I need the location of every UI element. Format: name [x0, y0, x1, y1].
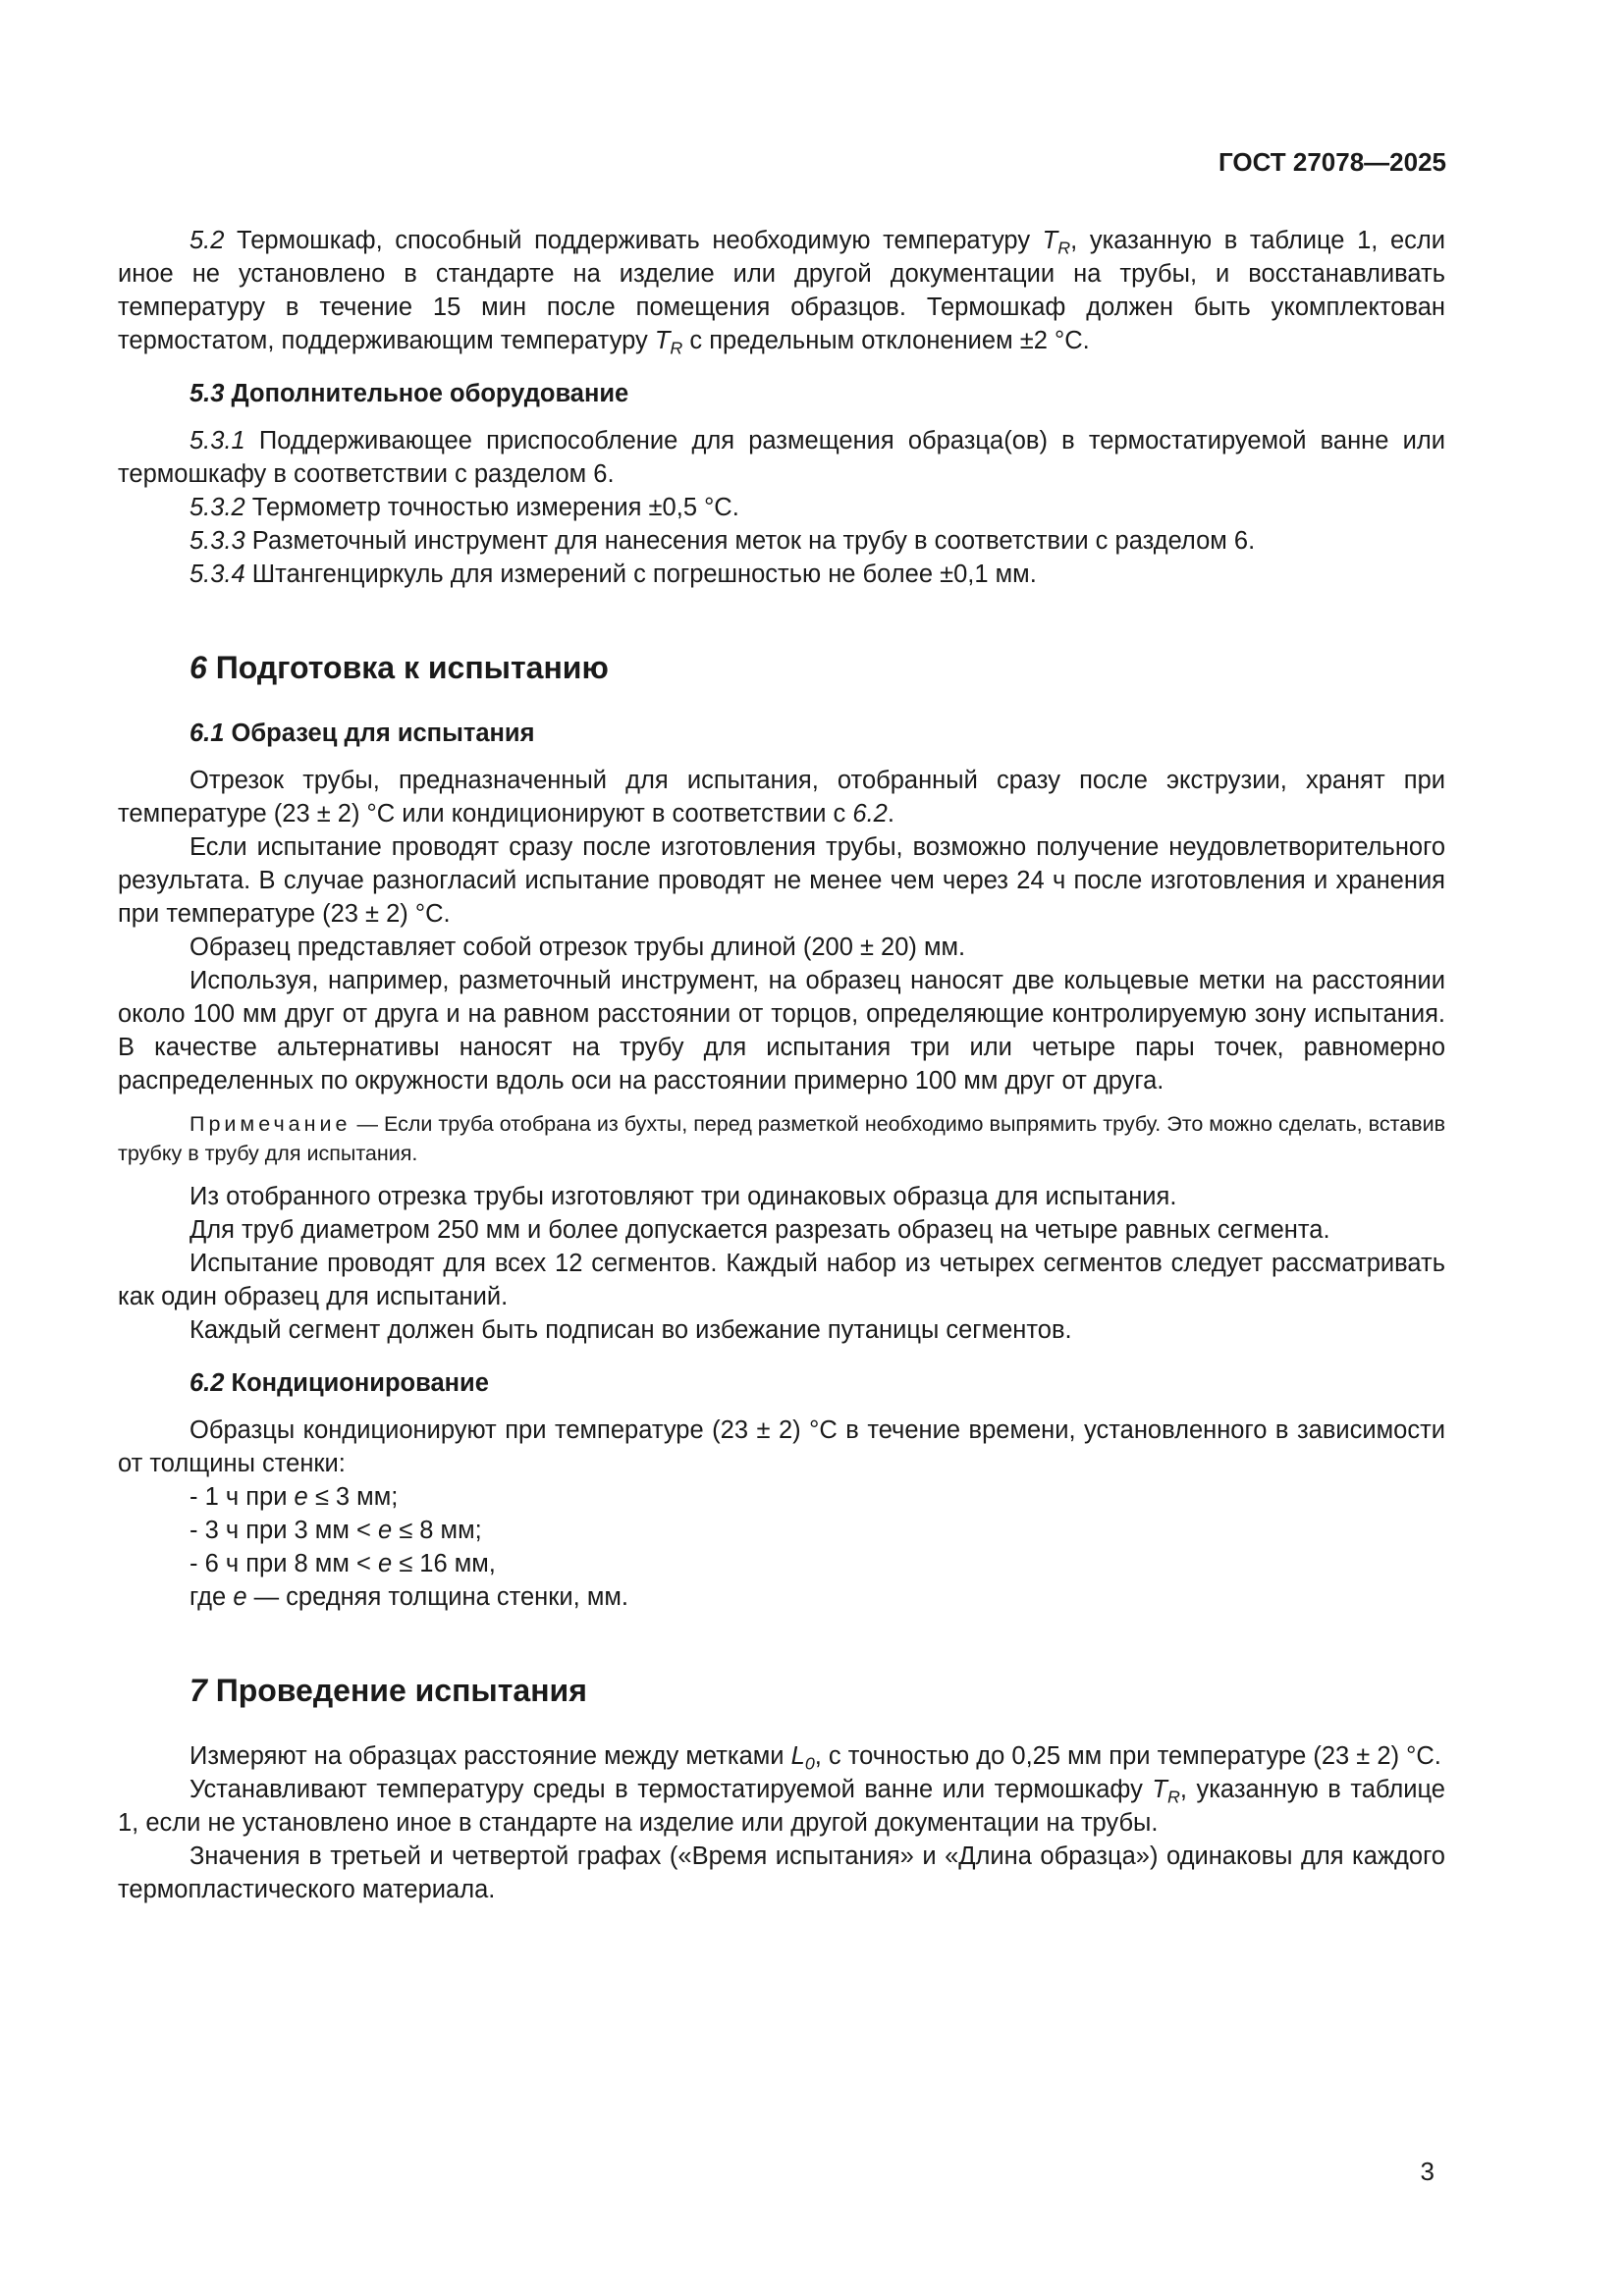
symbol-tr: $T_R$: [1152, 1776, 1180, 1807]
symbol-tr: $T_R$: [1042, 227, 1071, 258]
paragraph-6-1-g: Испытание проводят для всех 12 сегментов. Каждый набор из четырех сегментов следует рассматривать как один образец для испытаний.: [118, 1250, 1445, 1310]
page-content: [118, 224, 1445, 1906]
paragraph-7-c: Значения в третьей и четвертой графах («Время испытания» и «Длина образца») одинаковы для каждого термопластического материала.: [118, 1842, 1445, 1903]
paragraph-5-2: 5.2 Термошкаф, способный поддерживать необходимую температуру $T_R$, указанную в таблице 1, если иное не установлено в стандарте на изделие или другой документации на трубы, и восстанавливать температуру в течение 15 мин после помещения образцов. Термошкаф должен быть укомплектован термостатом, поддерживающим температуру $T_R$ с предельным отклонением ±2 °С.: [118, 227, 1446, 358]
section-title-6: 6 Подготовка к испытанию: [189, 650, 609, 685]
subsection-title-6-2: 6.2 Кондиционирование: [189, 1369, 489, 1397]
symbol-l0: $L_0$: [790, 1742, 815, 1774]
note-label: Примечание: [189, 1112, 352, 1136]
clause-number: 5.2: [189, 227, 225, 254]
subsection-title-5-3: 5.3 Дополнительное оборудование: [189, 380, 629, 407]
paragraph-6-1-e: Из отобранного отрезка трубы изготовляют три одинаковых образца для испытания.: [189, 1183, 1177, 1210]
paragraph-7-b: Устанавливают температуру среды в термостатируемой ванне или термошкафу $T_R$, указанную в таблице 1, если не установлено иное в стандарте на изделие или другой документации на трубы.: [118, 1776, 1445, 1837]
paragraph-6-1-h: Каждый сегмент должен быть подписан во избежание путаницы сегментов.: [189, 1316, 1072, 1344]
subsection-title-6-1: 6.1 Образец для испытания: [189, 720, 535, 747]
doc-code-header: ГОСТ 27078—2025: [1218, 147, 1446, 177]
paragraph-6-1-b: Если испытание проводят сразу после изготовления трубы, возможно получение неудовлетворительного результата. В случае разногласий испытание проводят не менее чем через 24 ч после изготовления и хранения при температуре (23 ± 2) °С.: [118, 833, 1445, 928]
paragraph-5-3-2: 5.3.2 Термометр точностью измерения ±0,5 °С.: [189, 494, 739, 521]
page-number: 3: [1420, 2157, 1435, 2186]
section-title-7: 7 Проведение испытания: [189, 1673, 587, 1708]
list-item: - 3 ч при 3 мм < e ≤ 8 мм;: [189, 1517, 482, 1544]
paragraph-6-1-d: Используя, например, разметочный инструмент, на образец наносят две кольцевые метки на расстоянии около 100 мм друг от друга и на равном расстоянии от торцов, определяющие контролируемую зону испытания. В качестве альтернативы наносят на трубу для испытания три или четыре пары точек, равномерно распределенных по окружности вдоль оси на расстоянии примерно 100 мм друг от друга.: [118, 967, 1445, 1095]
paragraph-5-3-4: 5.3.4 Штангенциркуль для измерений с погрешностью не более ±0,1 мм.: [189, 561, 1037, 588]
note: Примечание — Если труба отобрана из бухты, перед разметкой необходимо выпрямить трубу. Это можно сделать, вставив трубку в трубу для испытания.: [118, 1112, 1445, 1165]
paragraph-7-a: Измеряют на образцах расстояние между метками $L_0$, с точностью до 0,25 мм при температуре (23 ± 2) °С.: [189, 1742, 1441, 1774]
paragraph-6-2-a: Образцы кондиционируют при температуре (23 ± 2) °С в течение времени, установленного в зависимости от толщины стенки:: [118, 1416, 1445, 1477]
where-clause: где e — средняя толщина стенки, мм.: [189, 1583, 628, 1611]
paragraph-6-1-c: Образец представляет собой отрезок трубы длиной (200 ± 20) мм.: [189, 934, 966, 961]
list-item: - 1 ч при e ≤ 3 мм;: [189, 1483, 399, 1511]
paragraph-6-1-f: Для труб диаметром 250 мм и более допускается разрезать образец на четыре равных сегмента.: [189, 1216, 1330, 1244]
paragraph-5-3-3: 5.3.3 Разметочный инструмент для нанесения меток на трубу в соответствии с разделом 6.: [189, 527, 1256, 555]
paragraph-5-3-1: 5.3.1 Поддерживающее приспособление для размещения образца(ов) в термостатируемой ванне или термошкафу в соответствии с разделом 6.: [118, 427, 1445, 488]
symbol-tr: $T_R$: [654, 327, 683, 358]
paragraph-6-1-a: Отрезок трубы, предназначенный для испытания, отобранный сразу после экструзии, хранят при температуре (23 ± 2) °С или кондиционируют в соответствии с 6.2.: [118, 767, 1445, 828]
list-item: - 6 ч при 8 мм < e ≤ 16 мм,: [189, 1550, 496, 1577]
